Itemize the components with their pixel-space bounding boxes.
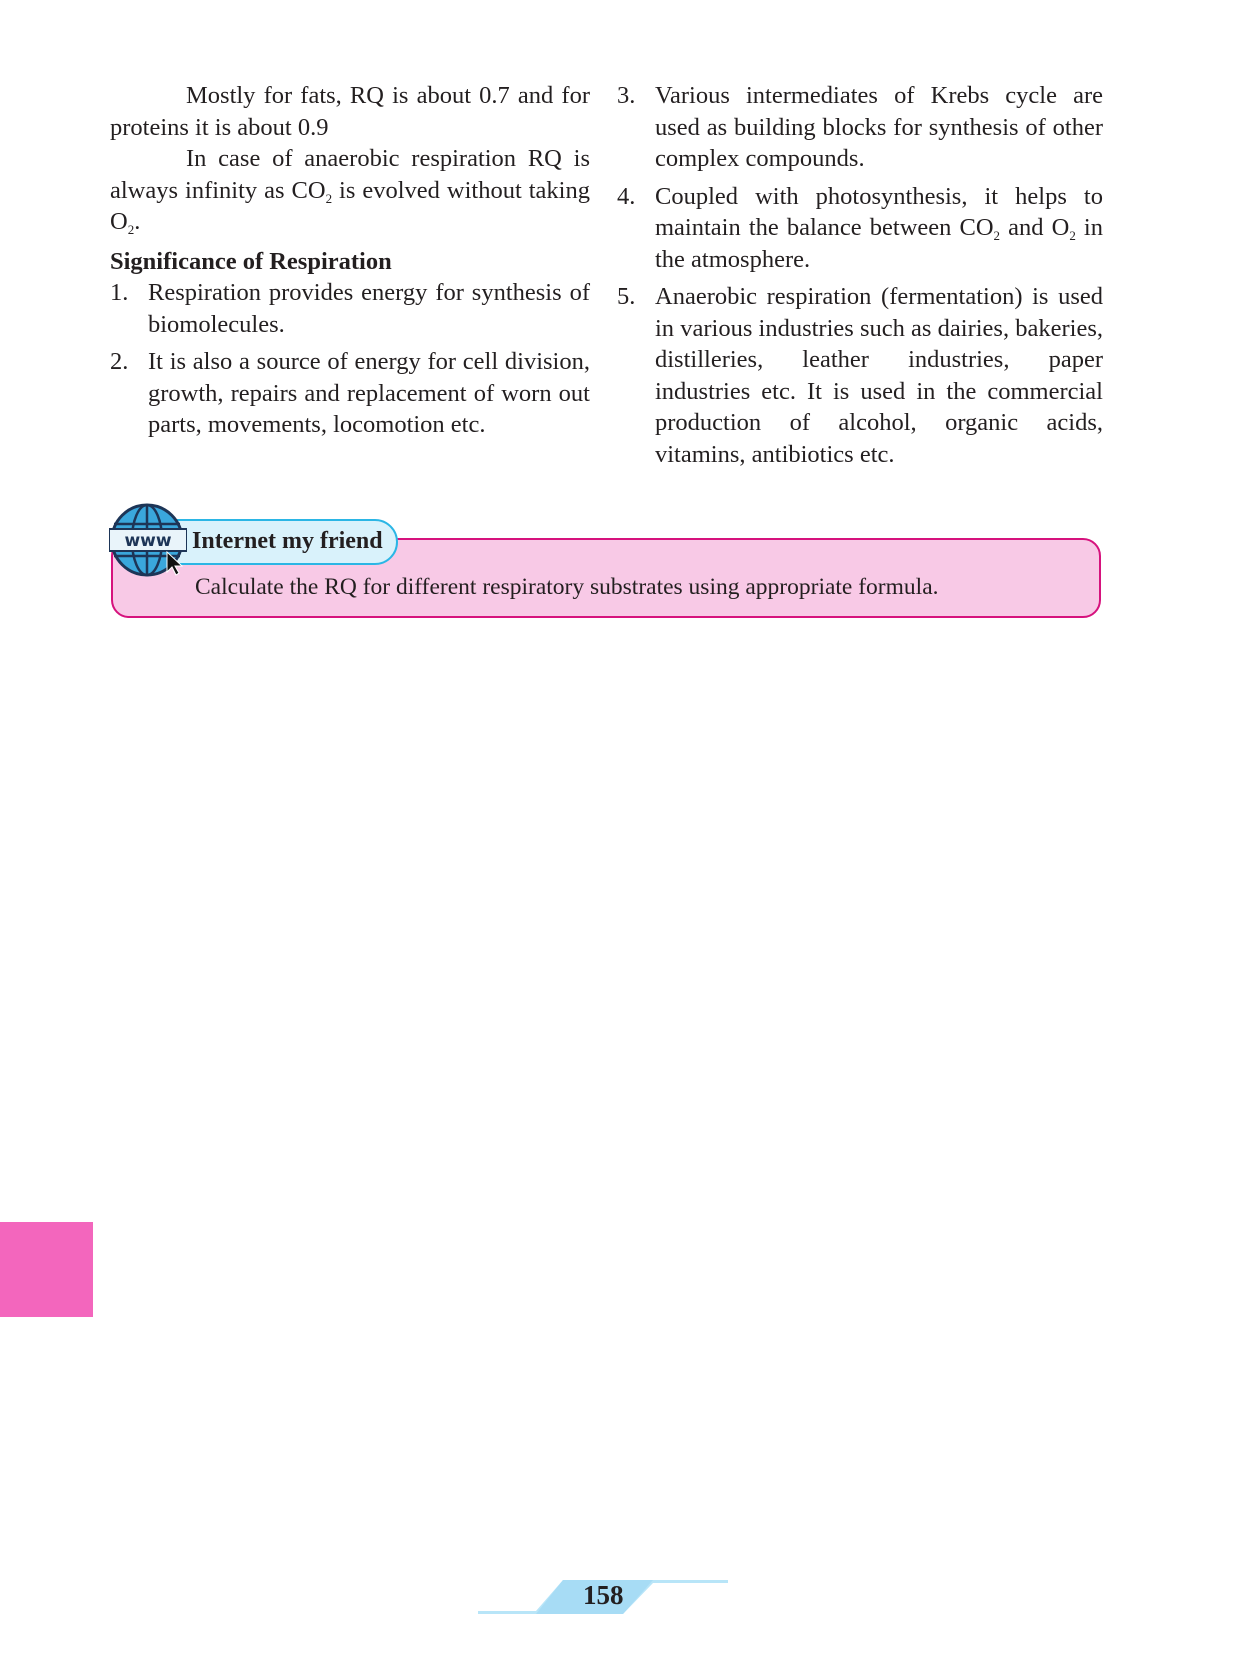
section-heading: Significance of Respiration xyxy=(110,247,392,275)
list-item xyxy=(110,277,590,340)
list-text-part: in the atmosphere. xyxy=(655,214,1103,273)
globe-icon xyxy=(109,500,187,580)
list-item xyxy=(617,181,1103,276)
list-number: 4. xyxy=(617,182,636,210)
page-number: 158 xyxy=(583,1580,624,1610)
subscript: 2 xyxy=(1069,228,1076,243)
list-number: 2. xyxy=(110,348,129,375)
right-column xyxy=(617,80,1103,476)
subscript: 2 xyxy=(993,228,1001,243)
subscript: 2 xyxy=(325,190,333,206)
paragraph-rq-fats: Mostly for fats, RQ is about 0.7 and for proteins it is about 0.9 xyxy=(110,82,590,141)
list-text-part: Coupled with photosynthesis, it helps to maintain the balance between CO xyxy=(655,182,1103,241)
activity-text: Calculate the RQ for different respiratory substrates using appropriate formula. xyxy=(195,574,939,600)
list-text: Anaerobic respiration (fermentation) is used in various industries such as dairies, bakeries, distilleries, leather industries, paper industries etc. It is used in the commercial production of alcohol, organic acids, vitamins, antibiotics etc. xyxy=(655,283,1103,468)
list-text: Respiration provides energy for synthesis of biomolecules. xyxy=(148,279,590,338)
paragraph-anaerobic-rq xyxy=(110,143,590,238)
list-text: It is also a source of energy for cell division, growth, repairs and replacement of worn out parts, movements, locomotion etc. xyxy=(148,348,590,438)
subscript: 2 xyxy=(127,222,135,237)
list-text-part: and O xyxy=(1000,214,1070,241)
list-number: 5. xyxy=(617,283,636,310)
list-item xyxy=(617,281,1103,470)
paragraph-text: In case of anaerobic respiration RQ is always infinity as CO xyxy=(110,145,590,204)
paragraph-text: is evolved without taking O xyxy=(110,176,590,235)
paragraph-text: . xyxy=(134,208,141,235)
list-item xyxy=(617,80,1103,175)
list-text xyxy=(655,181,1103,276)
list-item xyxy=(110,346,590,441)
page-number-tab xyxy=(478,1578,728,1618)
www-icon-text: www xyxy=(124,531,172,551)
internet-my-friend-label: Internet my friend xyxy=(138,519,398,565)
list-text: Various intermediates of Krebs cycle are used as building blocks for synthesis of other complex compounds. xyxy=(655,82,1103,172)
left-column xyxy=(110,80,590,447)
list-number: 1. xyxy=(110,279,129,306)
chapter-side-tab xyxy=(0,1222,93,1317)
list-number: 3. xyxy=(617,82,636,109)
